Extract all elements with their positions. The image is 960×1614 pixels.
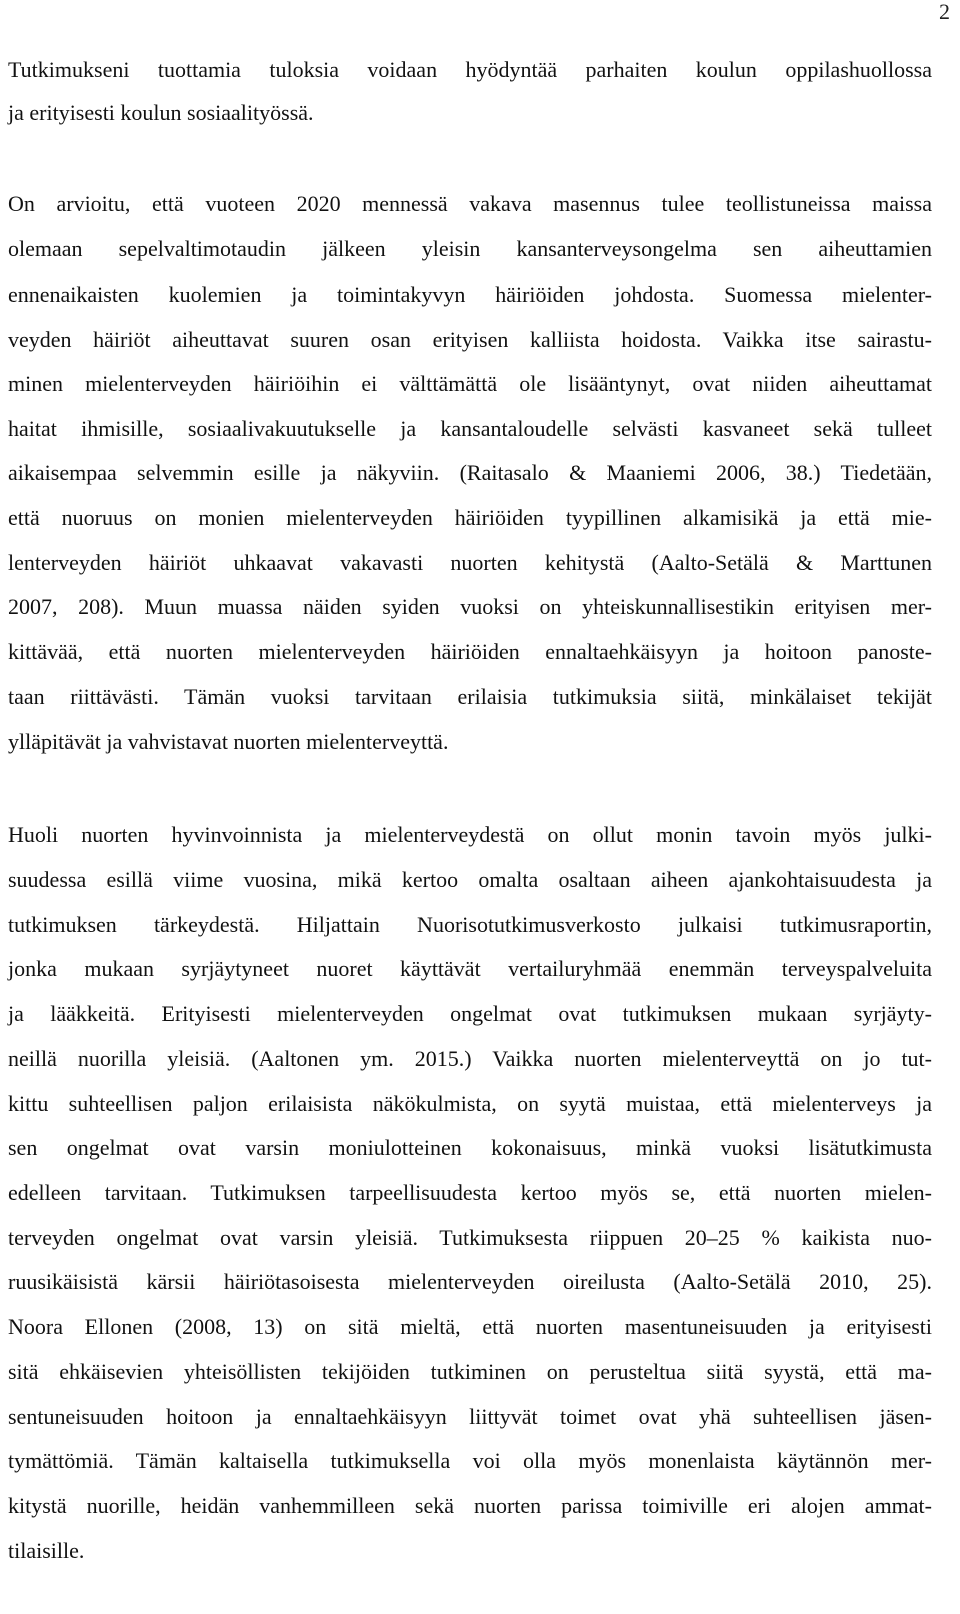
paragraph-2-line-10: 2007, 208). Muun muassa näiden syiden vuoksi on yhteiskunnallisestikin erityisen mer- xyxy=(8,594,932,619)
paragraph-3-line-1: Huoli nuorten hyvinvoinnista ja mielenterveydestä on ollut monin tavoin myös julki- xyxy=(8,822,932,847)
page-number: 2 xyxy=(939,0,950,24)
paragraph-3-line-3: tutkimuksen tärkeydestä. Hiljattain Nuorisotutkimusverkosto julkaisi tutkimusraportin, xyxy=(8,912,932,937)
paragraph-3-line-2: suudessa esillä viime vuosina, mikä kertoo omalta osaltaan aiheen ajankohtaisuudesta ja xyxy=(8,867,932,892)
paragraph-3-line-17: tilaisille. xyxy=(8,1538,85,1563)
paragraph-3-line-5: ja lääkkeitä. Erityisesti mielenterveyden ongelmat ovat tutkimuksen mukaan syrjäyty- xyxy=(8,1001,932,1026)
paragraph-3-line-14: sentuneisuuden hoitoon ja ennaltaehkäisyyn liittyvät toimet ovat yhä suhteellisen jäsen- xyxy=(8,1404,932,1429)
paragraph-2-line-2: olemaan sepelvaltimotaudin jälkeen yleisin kansanterveysongelma sen aiheuttamien xyxy=(8,236,932,261)
paragraph-2-line-9: lenterveyden häiriöt uhkaavat vakavasti nuorten kehitystä (Aalto-Setälä & Marttunen xyxy=(8,550,932,575)
paragraph-3-line-9: edelleen tarvitaan. Tutkimuksen tarpeellisuudesta kertoo myös se, että nuorten mielen- xyxy=(8,1180,932,1205)
paragraph-1-line-2: ja erityisesti koulun sosiaalityössä. xyxy=(8,100,314,125)
paragraph-3-line-4: jonka mukaan syrjäytyneet nuoret käyttävät vertailuryhmää enemmän terveyspalveluita xyxy=(8,956,932,981)
paragraph-3-line-13: sitä ehkäisevien yhteisöllisten tekijöiden tutkiminen on perusteltua siitä syystä, että ma- xyxy=(8,1359,932,1384)
paragraph-2-line-1: On arvioitu, että vuoteen 2020 mennessä vakava masennus tulee teollistuneissa maissa xyxy=(8,191,932,216)
paragraph-2-line-12: taan riittävästi. Tämän vuoksi tarvitaan erilaisia tutkimuksia siitä, minkälaiset tekijät xyxy=(8,684,932,709)
paragraph-3-line-11: ruusikäisistä kärsii häiriötasoisesta mielenterveyden oireilusta (Aalto-Setälä 2010, 25). xyxy=(8,1269,932,1294)
paragraph-3-line-10: terveyden ongelmat ovat varsin yleisiä. Tutkimuksesta riippuen 20–25 % kaikista nuo- xyxy=(8,1225,932,1250)
paragraph-3-line-16: kitystä nuorille, heidän vanhemmilleen sekä nuorten parissa toimiville eri alojen ammat- xyxy=(8,1493,932,1518)
paragraph-3-line-7: kittu suhteellisen paljon erilaisista näkökulmista, on syytä muistaa, että mielenterveys ja xyxy=(8,1091,932,1116)
paragraph-1-line-1: Tutkimukseni tuottamia tuloksia voidaan hyödyntää parhaiten koulun oppilashuollossa xyxy=(8,57,932,82)
paragraph-2-line-3: ennenaikaisten kuolemien ja toimintakyvyn häiriöiden johdosta. Suomessa mielenter- xyxy=(8,282,932,307)
paragraph-3-line-15: tymättömiä. Tämän kaltaisella tutkimuksella voi olla myös monenlaista käytännön mer- xyxy=(8,1448,932,1473)
paragraph-2-line-11: kittävää, että nuorten mielenterveyden häiriöiden ennaltaehkäisyyn ja hoitoon panoste- xyxy=(8,639,932,664)
paragraph-2-line-13: ylläpitävät ja vahvistavat nuorten mielenterveyttä. xyxy=(8,729,449,754)
paragraph-3-line-6: neillä nuorilla yleisiä. (Aaltonen ym. 2015.) Vaikka nuorten mielenterveyttä on jo tut- xyxy=(8,1046,932,1071)
paragraph-2-line-6: haitat ihmisille, sosiaalivakuutukselle ja kansantaloudelle selvästi kasvaneet sekä tulleet xyxy=(8,416,932,441)
paragraph-3-line-8: sen ongelmat ovat varsin moniulotteinen kokonaisuus, minkä vuoksi lisätutkimusta xyxy=(8,1135,932,1160)
paragraph-2-line-7: aikaisempaa selvemmin esille ja näkyviin. (Raitasalo & Maaniemi 2006, 38.) Tiedetään, xyxy=(8,460,932,485)
paragraph-2-line-4: veyden häiriöt aiheuttavat suuren osan erityisen kalliista hoidosta. Vaikka itse sairastu- xyxy=(8,327,932,352)
paragraph-2-line-5: minen mielenterveyden häiriöihin ei välttämättä ole lisääntynyt, ovat niiden aiheuttamat xyxy=(8,371,932,396)
paragraph-2-line-8: että nuoruus on monien mielenterveyden häiriöiden tyypillinen alkamisikä ja että mie- xyxy=(8,505,932,530)
paragraph-3-line-12: Noora Ellonen (2008, 13) on sitä mieltä, että nuorten masentuneisuuden ja erityisesti xyxy=(8,1314,932,1339)
